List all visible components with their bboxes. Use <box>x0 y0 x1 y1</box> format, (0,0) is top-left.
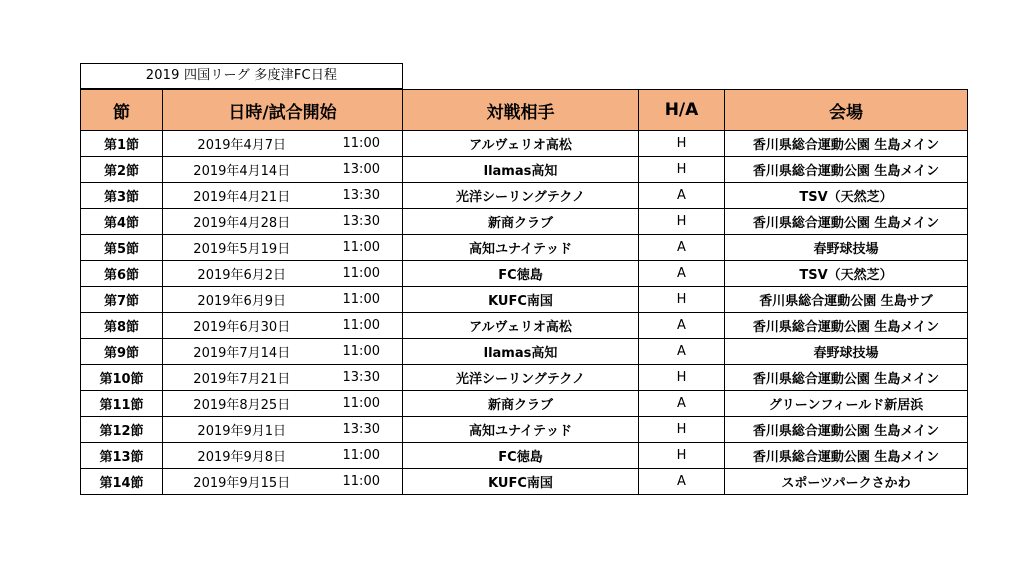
round-cell: 第14節 <box>81 469 163 495</box>
ha-cell: H <box>639 365 725 391</box>
opponent-cell: KUFC南国 <box>403 469 639 495</box>
time-cell: 13:30 <box>321 183 403 209</box>
ha-cell: A <box>639 183 725 209</box>
round-cell: 第2節 <box>81 157 163 183</box>
venue-cell: 春野球技場 <box>725 235 968 261</box>
round-cell: 第6節 <box>81 261 163 287</box>
schedule-body <box>81 131 968 495</box>
date-cell: 2019年8月25日 <box>163 391 321 417</box>
ha-cell: H <box>639 417 725 443</box>
header-venue: 会場 <box>725 90 968 131</box>
ha-cell: H <box>639 209 725 235</box>
table-row <box>81 365 968 391</box>
round-cell: 第8節 <box>81 313 163 339</box>
venue-cell: 香川県総合運動公園 生島メイン <box>725 131 968 157</box>
ha-cell: A <box>639 391 725 417</box>
round-cell: 第7節 <box>81 287 163 313</box>
time-cell: 11:00 <box>321 287 403 313</box>
header-opponent: 対戦相手 <box>403 90 639 131</box>
table-row <box>81 157 968 183</box>
table-row <box>81 131 968 157</box>
schedule-title: 2019 四国リーグ 多度津FC日程 <box>80 63 403 89</box>
venue-cell: 香川県総合運動公園 生島サブ <box>725 287 968 313</box>
date-cell: 2019年9月8日 <box>163 443 321 469</box>
opponent-cell: 光洋シーリングテクノ <box>403 365 639 391</box>
time-cell: 13:30 <box>321 417 403 443</box>
ha-cell: A <box>639 313 725 339</box>
round-cell: 第10節 <box>81 365 163 391</box>
time-cell: 11:00 <box>321 443 403 469</box>
time-cell: 13:00 <box>321 157 403 183</box>
opponent-cell: llamas高知 <box>403 157 639 183</box>
time-cell: 11:00 <box>321 469 403 495</box>
time-cell: 11:00 <box>321 235 403 261</box>
opponent-cell: llamas高知 <box>403 339 639 365</box>
ha-cell: H <box>639 287 725 313</box>
date-cell: 2019年6月2日 <box>163 261 321 287</box>
time-cell: 11:00 <box>321 313 403 339</box>
date-cell: 2019年7月14日 <box>163 339 321 365</box>
table-row <box>81 339 968 365</box>
round-cell: 第12節 <box>81 417 163 443</box>
round-cell: 第1節 <box>81 131 163 157</box>
round-cell: 第5節 <box>81 235 163 261</box>
table-row <box>81 313 968 339</box>
venue-cell: 香川県総合運動公園 生島メイン <box>725 443 968 469</box>
venue-cell: 香川県総合運動公園 生島メイン <box>725 365 968 391</box>
time-cell: 13:30 <box>321 209 403 235</box>
time-cell: 11:00 <box>321 339 403 365</box>
time-cell: 11:00 <box>321 131 403 157</box>
opponent-cell: FC徳島 <box>403 261 639 287</box>
time-cell: 13:30 <box>321 365 403 391</box>
opponent-cell: アルヴェリオ高松 <box>403 313 639 339</box>
opponent-cell: 新商クラブ <box>403 391 639 417</box>
venue-cell: 香川県総合運動公園 生島メイン <box>725 417 968 443</box>
date-cell: 2019年6月9日 <box>163 287 321 313</box>
venue-cell: TSV（天然芝） <box>725 183 968 209</box>
round-cell: 第4節 <box>81 209 163 235</box>
table-row <box>81 183 968 209</box>
schedule-table <box>80 89 968 495</box>
ha-cell: H <box>639 131 725 157</box>
opponent-cell: 新商クラブ <box>403 209 639 235</box>
round-cell: 第3節 <box>81 183 163 209</box>
opponent-cell: 高知ユナイテッド <box>403 235 639 261</box>
venue-cell: 春野球技場 <box>725 339 968 365</box>
date-cell: 2019年6月30日 <box>163 313 321 339</box>
date-cell: 2019年4月14日 <box>163 157 321 183</box>
opponent-cell: アルヴェリオ高松 <box>403 131 639 157</box>
opponent-cell: FC徳島 <box>403 443 639 469</box>
date-cell: 2019年7月21日 <box>163 365 321 391</box>
date-cell: 2019年4月21日 <box>163 183 321 209</box>
round-cell: 第13節 <box>81 443 163 469</box>
venue-cell: 香川県総合運動公園 生島メイン <box>725 313 968 339</box>
ha-cell: A <box>639 339 725 365</box>
venue-cell: スポーツパークさかわ <box>725 469 968 495</box>
round-cell: 第9節 <box>81 339 163 365</box>
opponent-cell: KUFC南国 <box>403 287 639 313</box>
time-cell: 11:00 <box>321 391 403 417</box>
header-round: 節 <box>81 90 163 131</box>
header-datetime: 日時/試合開始 <box>163 90 403 131</box>
date-cell: 2019年9月1日 <box>163 417 321 443</box>
header-ha: H/A <box>639 90 725 131</box>
date-cell: 2019年9月15日 <box>163 469 321 495</box>
ha-cell: H <box>639 157 725 183</box>
round-cell: 第11節 <box>81 391 163 417</box>
venue-cell: 香川県総合運動公園 生島メイン <box>725 209 968 235</box>
table-row <box>81 261 968 287</box>
date-cell: 2019年5月19日 <box>163 235 321 261</box>
opponent-cell: 高知ユナイテッド <box>403 417 639 443</box>
table-row <box>81 443 968 469</box>
table-row <box>81 209 968 235</box>
ha-cell: A <box>639 469 725 495</box>
time-cell: 11:00 <box>321 261 403 287</box>
table-row <box>81 417 968 443</box>
table-row <box>81 391 968 417</box>
ha-cell: H <box>639 443 725 469</box>
date-cell: 2019年4月28日 <box>163 209 321 235</box>
ha-cell: A <box>639 235 725 261</box>
venue-cell: 香川県総合運動公園 生島メイン <box>725 157 968 183</box>
table-row <box>81 287 968 313</box>
date-cell: 2019年4月7日 <box>163 131 321 157</box>
table-row <box>81 235 968 261</box>
header-row <box>81 90 968 131</box>
table-row <box>81 469 968 495</box>
venue-cell: グリーンフィールド新居浜 <box>725 391 968 417</box>
venue-cell: TSV（天然芝） <box>725 261 968 287</box>
opponent-cell: 光洋シーリングテクノ <box>403 183 639 209</box>
ha-cell: A <box>639 261 725 287</box>
